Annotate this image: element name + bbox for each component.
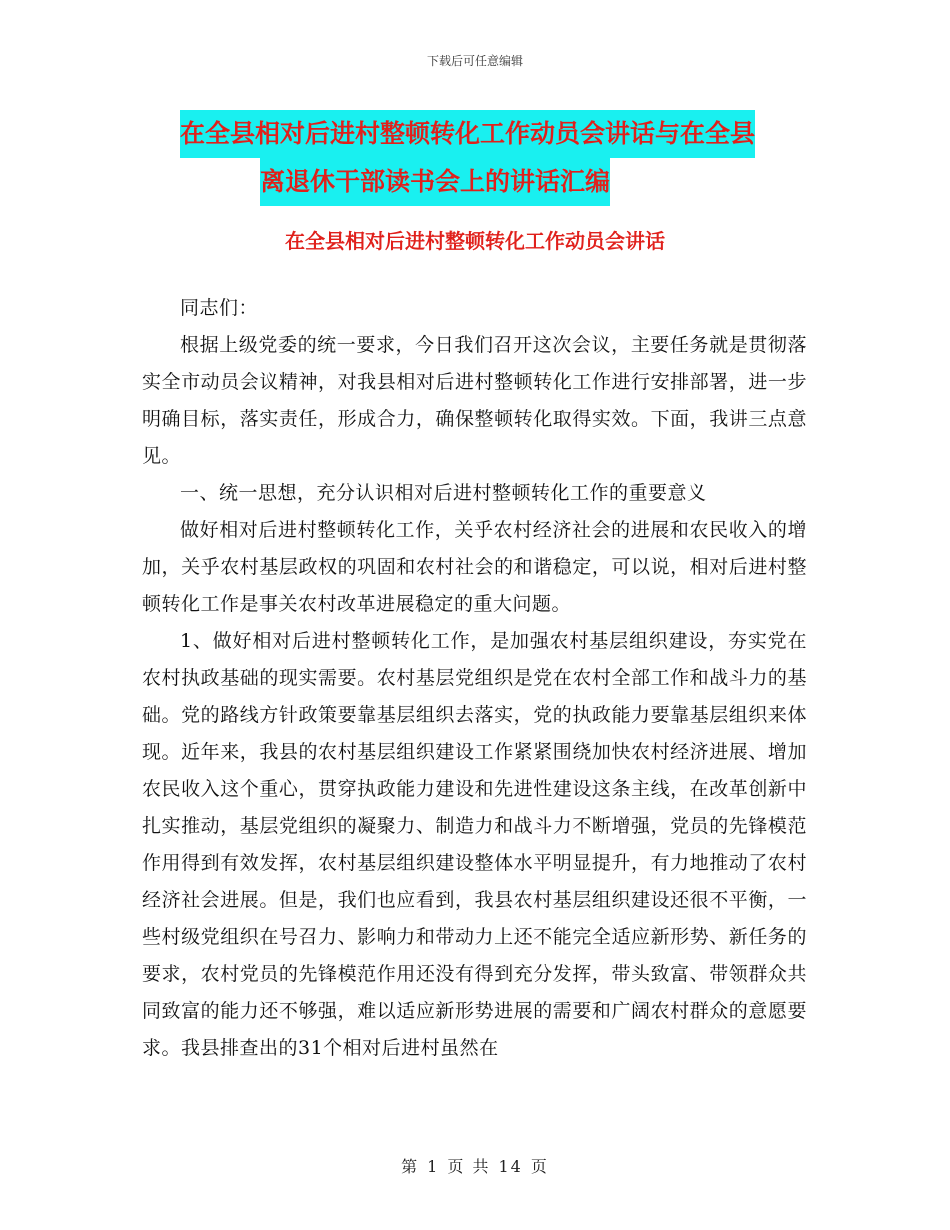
page-number: 1 [427, 1157, 440, 1176]
footer-middle: 页 共 [447, 1157, 491, 1176]
footer-suffix: 页 [530, 1157, 549, 1176]
body-text [142, 290, 807, 1067]
page-footer [0, 1154, 950, 1177]
paragraph-heading: 一、统一思想，充分认识相对后进村整顿转化工作的重要意义 [180, 482, 707, 504]
title-line-1: 在全县相对后进村整顿转化工作动员会讲话与在全县 [180, 110, 755, 158]
document-title [180, 110, 820, 206]
paragraph-salutation: 同志们： [180, 297, 259, 319]
total-pages: 14 [498, 1157, 523, 1176]
paragraph: 做好相对后进村整顿转化工作，关乎农村经济社会的进展和农民收入的增加，关乎农村基层政权的巩固和农村社会的和谐稳定，可以说，相对后进村整顿转化工作是事关农村改革进展稳定的重大问题。 [142, 519, 807, 615]
header-note: 下载后可任意编辑 [426, 54, 523, 68]
paragraph: 1、做好相对后进村整顿转化工作，是加强农村基层组织建设，夯实党在农村执政基础的现实需要。农村基层党组织是党在农村全部工作和战斗力的基础。党的路线方针政策要靠基层组织去落实，党的执政能力要靠基层组织来体现。近年来，我县的农村基层组织建设工作紧紧围绕加快农村经济进展、增加农民收入这个重心，贯穿执政能力建设和先进性建设这条主线，在改革创新中扎实推动，基层党组织的凝聚力、制造力和战斗力不断增强，党员的先锋模范作用得到有效发挥，农村基层组织建设整体水平明显提升，有力地推动了农村经济社会进展。但是，我们也应看到，我县农村基层组织建设还很不平衡，一些村级党组织在号召力、影响力和带动力上还不能完全适应新形势、新任务的要求，农村党员的先锋模范作用还没有得到充分发挥，带头致富、带领群众共同致富的能力还不够强，难以适应新形势进展的需要和广阔农村群众的意愿要求。我县排查出的31个相对后进村虽然在 [142, 630, 807, 1059]
paragraph: 根据上级党委的统一要求，今日我们召开这次会议，主要任务就是贯彻落实全市动员会议精神，对我县相对后进村整顿转化工作进行安排部署，进一步明确目标，落实责任，形成合力，确保整顿转化取得实效。下面，我讲三点意见。 [142, 334, 807, 467]
footer-prefix: 第 [401, 1157, 420, 1176]
title-line-2: 离退休干部读书会上的讲话汇编 [260, 158, 610, 206]
section-title: 在全县相对后进村整顿转化工作动员会讲话 [285, 229, 665, 253]
